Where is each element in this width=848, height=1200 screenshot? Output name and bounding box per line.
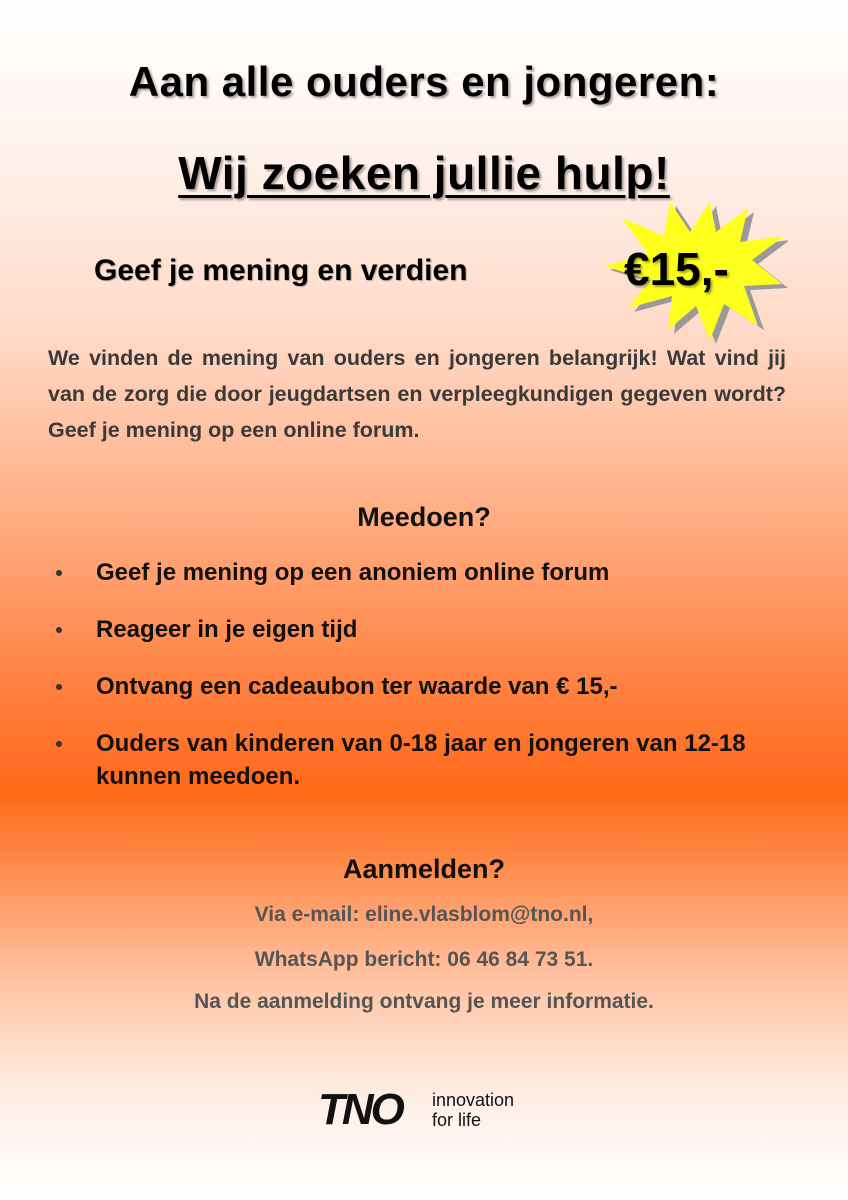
list-item-text: Geef je mening op een anoniem online forum <box>96 559 610 586</box>
tno-logo-mark: TNO <box>318 1085 402 1134</box>
list-item <box>56 670 806 703</box>
subheadline: Geef je mening en verdien <box>94 254 468 287</box>
meedoen-heading: Meedoen? <box>357 502 491 532</box>
title-line-1: Aan alle ouders en jongeren: <box>128 58 720 105</box>
list-item-text: Ouders van kinderen van 0-18 jaar en jongeren van 12-18 kunnen meedoen. <box>96 730 746 790</box>
meedoen-list <box>56 556 806 817</box>
tagline-line-1: innovation <box>432 1090 515 1110</box>
list-item-text: Ontvang een cadeaubon ter waarde van € 15,- <box>96 673 618 700</box>
list-item-text: Reageer in je eigen tijd <box>96 616 358 643</box>
contact-whatsapp: WhatsApp bericht: 06 46 84 73 51. <box>254 948 594 971</box>
list-item <box>56 613 806 646</box>
intro-paragraph: We vinden de mening van ouders en jongeren belangrijk! Wat vind jij van de zorg die door jeugdartsen en verpleegkundigen gegeven wordt? Geef je mening op een online forum. <box>48 346 786 442</box>
bullet-icon <box>56 627 62 633</box>
bullet-icon <box>56 741 62 747</box>
price-badge: €15,- <box>624 243 729 295</box>
tagline-line-2: for life <box>432 1110 482 1130</box>
aanmelden-heading: Aanmelden? <box>342 854 506 884</box>
tno-logo-tagline <box>432 1090 572 1130</box>
contact-info-note: Na de aanmelding ontvang je meer informatie. <box>194 990 654 1013</box>
title-line-2: Wij zoeken jullie hulp! <box>178 147 670 199</box>
contact-email[interactable]: Via e-mail: eline.vlasblom@tno.nl, <box>254 903 594 926</box>
bullet-icon <box>56 570 62 576</box>
list-item <box>56 556 806 589</box>
list-item <box>56 727 806 793</box>
bullet-icon <box>56 684 62 690</box>
